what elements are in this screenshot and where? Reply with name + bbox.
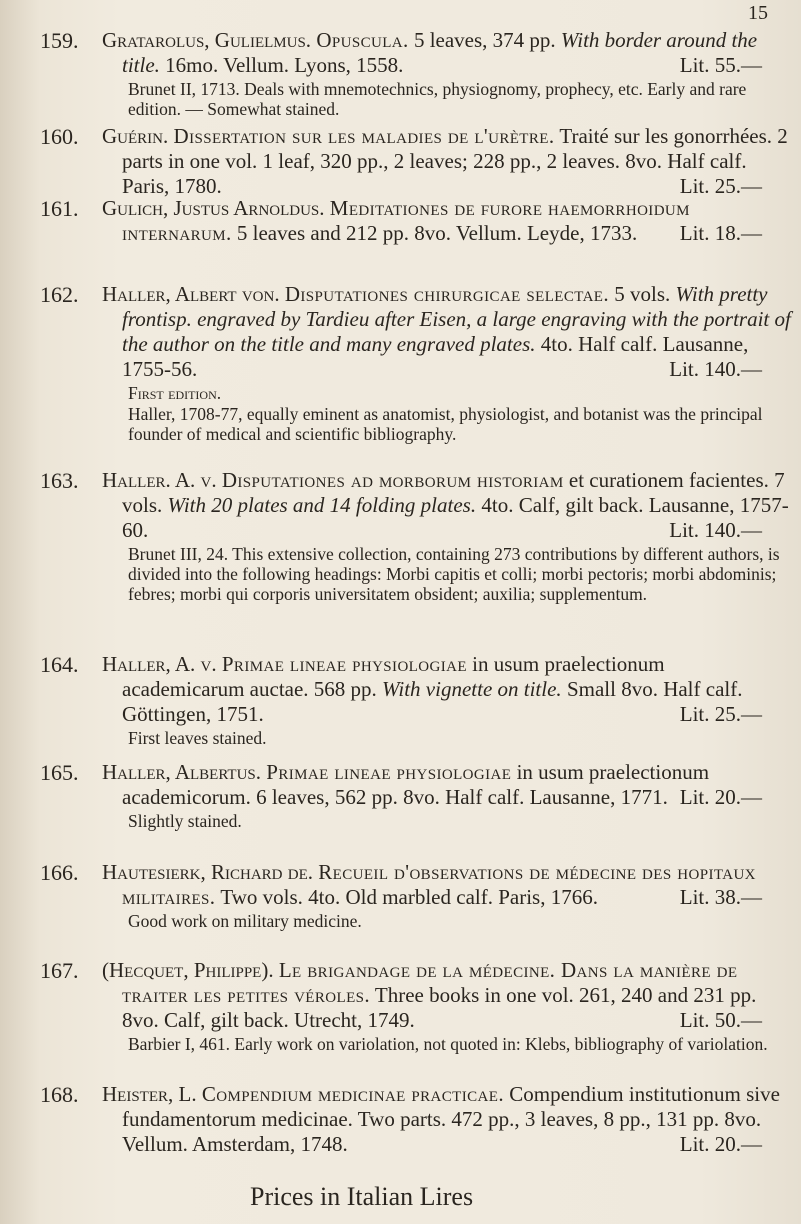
catalogue-entry <box>40 1082 792 1157</box>
entry-description-2: 4to. Half calf. Lausanne, 1755-56. <box>122 332 749 381</box>
entry-number: 168. <box>40 1082 79 1107</box>
entry-author: Guérin. <box>102 124 169 148</box>
entry-price: Lit. 25.— <box>679 174 762 198</box>
entry-title: Disputationes ad morborum historiam <box>221 468 564 492</box>
entry-text <box>102 860 792 910</box>
entry-author: Haller, Albertus. <box>102 760 262 784</box>
entry-author: Haller, A. v. <box>102 652 217 676</box>
entry-description: in usum praelectionum academicarum auctae. 568 pp. <box>122 652 665 701</box>
entry-price: Lit. 55.— <box>679 53 762 77</box>
entry-note: Haller, 1708-77, equally eminent as anatomist, physiologist, and botanist was the principal founder of medical and scientific bibliography. <box>128 404 763 444</box>
entry-note: Barbier I, 461. Early work on variolation, not quoted in: Klebs, bibliography of variolation. <box>128 1034 768 1054</box>
entry-description-2: 16mo. Vellum. Lyons, 1558. <box>165 53 404 77</box>
catalogue-entry <box>40 760 792 831</box>
entry-text <box>102 196 792 246</box>
entry-number: 159. <box>40 28 79 53</box>
entry-description: in usum praelectionum academicorum. 6 leaves, 562 pp. 8vo. Half calf. Lausanne, 1771. <box>122 760 710 809</box>
entry-note: Brunet II, 1713. Deals with mnemotechnics, physiognomy, prophecy, etc. Early and rare edition. — Somewhat stained. <box>128 79 747 119</box>
entry-number: 164. <box>40 652 79 677</box>
entry-price: Lit. 38.— <box>679 885 762 909</box>
catalogue-entry <box>40 282 792 444</box>
entry-description-italic: With vignette on title. <box>382 677 562 701</box>
entry-author: Gratarolus, Gulielmus. <box>102 28 312 52</box>
entry-title: Compendium medicinae practicae. <box>201 1082 504 1106</box>
entry-text <box>102 1082 792 1157</box>
footer-note: Prices in Italian Lires <box>250 1182 474 1211</box>
entry-number: 162. <box>40 282 79 307</box>
catalogue-entry <box>40 652 792 748</box>
entry-description-italic: With pretty frontisp. engraved by Tardieu after Eisen, a large engraving with the portrait of the author on the title and many engraved plates. <box>122 282 791 356</box>
entry-price: Lit. 140.— <box>669 518 762 542</box>
entry-text <box>102 28 792 78</box>
entry-number: 166. <box>40 860 79 885</box>
entry-description-2: 4to. Calf, gilt back. Lausanne, 1757-60. <box>122 493 789 542</box>
entry-price: Lit. 25.— <box>679 702 762 726</box>
entry-author: Gulich, Justus Arnoldus. <box>102 196 325 220</box>
entry-description-italic: With 20 plates and 14 folding plates. <box>167 493 477 517</box>
entry-note: First leaves stained. <box>128 728 267 748</box>
entry-text <box>102 958 792 1033</box>
entry-description: Traité sur les gonorrhées. 2 parts in one vol. 1 leaf, 320 pp., 2 leaves; 228 pp., 2 leaves. 8vo. Half calf. Paris, 1780. <box>122 124 788 198</box>
entry-description: Two vols. 4to. Old marbled calf. Paris, 1766. <box>220 885 598 909</box>
entry-title: Opuscula. <box>316 28 409 52</box>
entry-author: Haller, Albert von. <box>102 282 280 306</box>
entry-description: 5 leaves and 212 pp. 8vo. Vellum. Leyde, 1733. <box>236 221 638 245</box>
entry-author: Heister, L. <box>102 1082 197 1106</box>
entry-text <box>102 760 792 810</box>
entry-text <box>102 468 792 543</box>
entry-author: Haller. A. v. <box>102 468 217 492</box>
entry-price: Lit. 18.— <box>679 221 762 245</box>
entry-note: Good work on military medicine. <box>128 911 362 931</box>
entry-price: Lit. 140.— <box>669 357 762 381</box>
catalogue-entry <box>40 28 792 119</box>
entry-title: Meditationes de furore haemorrhoidum internarum. <box>122 196 690 245</box>
entry-description: Compendium institutionum sive fundamentorum medicinae. Two parts. 472 pp., 3 leaves, 8 pp., 131 pp. 8vo. Vellum. Amsterdam, 1748. <box>122 1082 780 1156</box>
entry-number: 163. <box>40 468 79 493</box>
catalogue-entry <box>40 124 792 199</box>
entry-text <box>102 652 792 727</box>
entry-description-2: Small 8vo. Half calf. Göttingen, 1751. <box>122 677 743 726</box>
page-number: 15 <box>748 2 768 24</box>
entry-title: Recueil d'observations de médecine des hopitaux militaires. <box>122 860 756 909</box>
catalogue-entry <box>40 860 792 931</box>
entry-price: Lit. 20.— <box>679 785 762 809</box>
entry-title: Le brigandage de la médecine. Dans la manière de traiter les petites véroles. <box>122 958 738 1007</box>
entry-price: Lit. 50.— <box>679 1008 762 1032</box>
entry-title: Disputationes chirurgicae selectae. <box>284 282 610 306</box>
entry-note: Brunet III, 24. This extensive collection, containing 273 contributions by different authors, is divided into the following headings: Morbi capitis et colli; morbi pectoris; morbi abdominis; febres; morbi qui corporis universitatem obsident; auxilia; supplementum. <box>128 544 780 604</box>
catalogue-entry <box>40 196 792 246</box>
entry-number: 167. <box>40 958 79 983</box>
entry-price: Lit. 20.— <box>679 1132 762 1156</box>
entry-title: Primae lineae physiologiae <box>266 760 512 784</box>
entry-description: et curationem facientes. 7 vols. <box>122 468 785 517</box>
entry-author: (Hecquet, Philippe). <box>102 958 274 982</box>
entry-title: Primae lineae physiologiae <box>221 652 467 676</box>
entry-number: 160. <box>40 124 79 149</box>
catalogue-entry <box>40 468 792 604</box>
entry-description: Three books in one vol. 261, 240 and 231 pp. 8vo. Calf, gilt back. Utrecht, 1749. <box>122 983 757 1032</box>
entry-number: 165. <box>40 760 79 785</box>
entry-description: 5 vols. <box>614 282 671 306</box>
catalogue-entry <box>40 958 792 1054</box>
entry-text <box>102 124 792 199</box>
entry-text <box>102 282 792 382</box>
entry-description: 5 leaves, 374 pp. <box>413 28 556 52</box>
entry-note: Slightly stained. <box>128 811 242 831</box>
entry-author: Hautesierk, Richard de. <box>102 860 313 884</box>
entry-note-caps: First edition. <box>128 383 222 403</box>
entry-description-italic: With border around the title. <box>122 28 758 77</box>
entry-number: 161. <box>40 196 79 221</box>
entry-title: Dissertation sur les maladies de l'urètre. <box>173 124 555 148</box>
